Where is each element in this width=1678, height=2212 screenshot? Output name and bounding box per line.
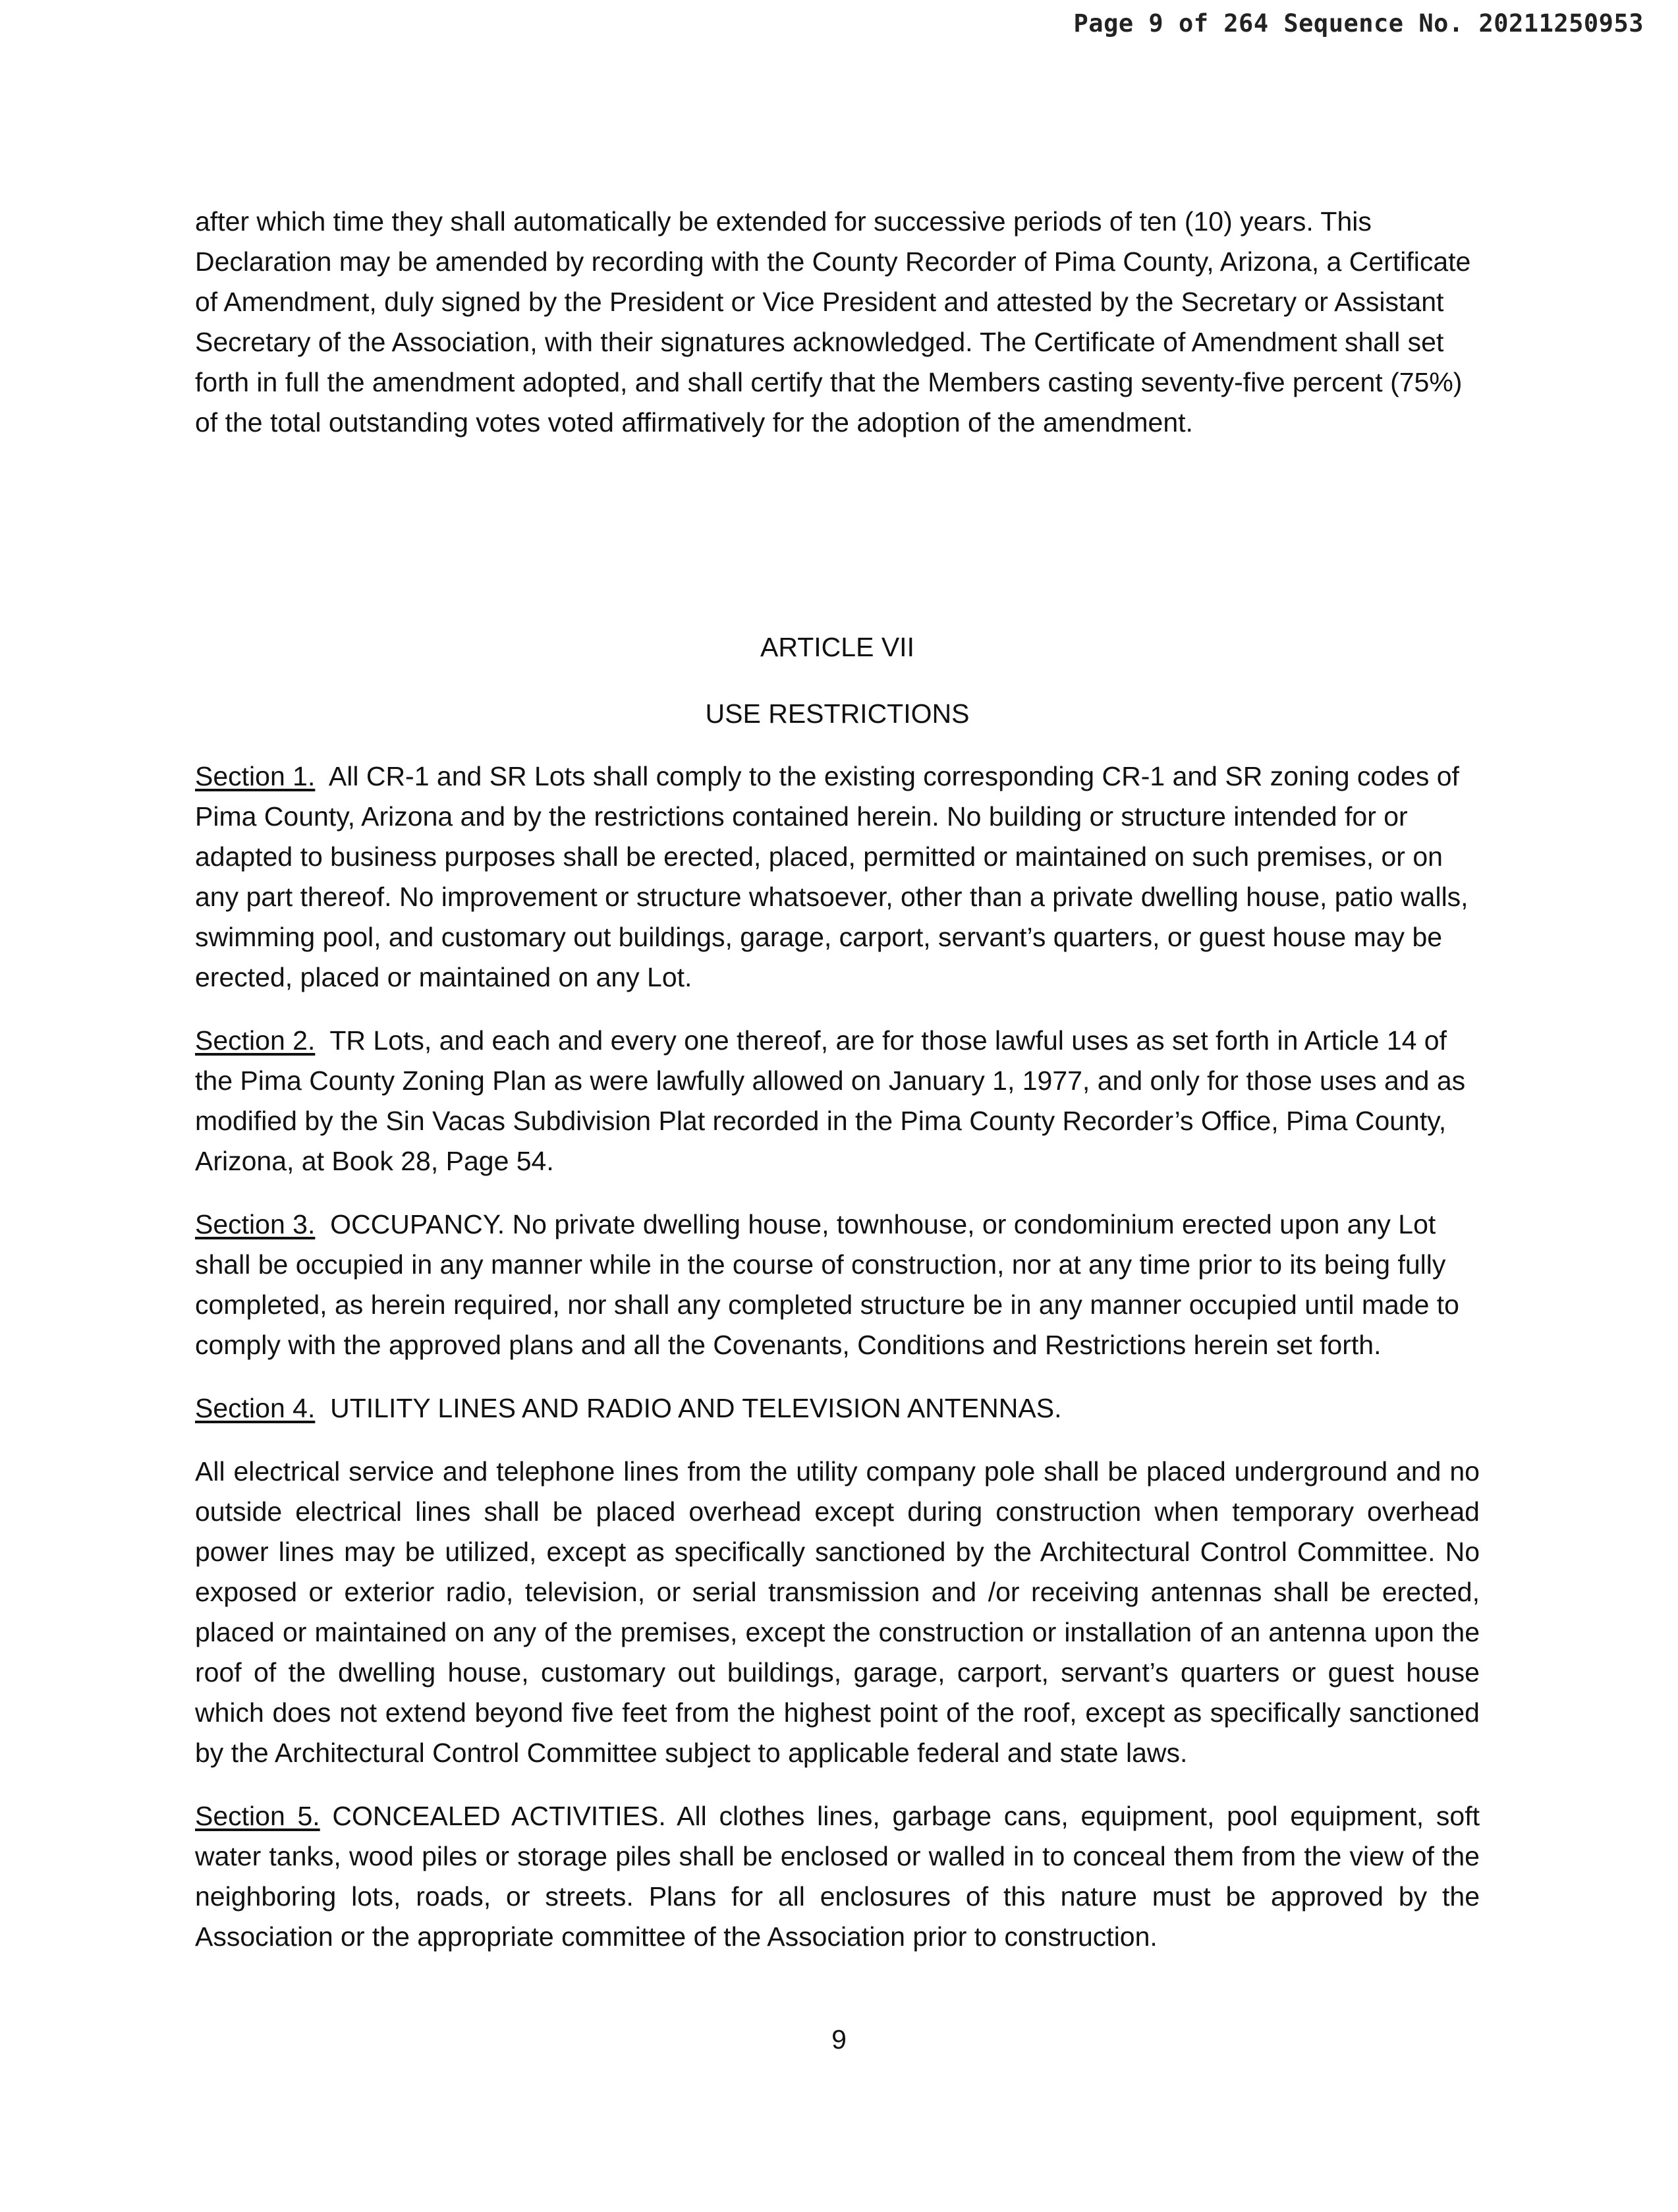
section-4-label: Section 4.	[195, 1393, 316, 1423]
section-5-label: Section 5.	[195, 1801, 320, 1831]
section-1	[195, 756, 1480, 998]
section-4-body: All electrical service and telephone lines from the utility company pole shall be placed underground and no outside electrical lines shall be placed overhead except during construction when temporary overhead power lines may be utilized, except as specifically sanctioned by the Architectural Control Committee. No exposed or exterior radio, television, or serial transmission and /or receiving antennas shall be erected, placed or maintained on any of the premises, except the construction or installation of an antenna upon the roof of the dwelling house, customary out buildings, garage, carport, servant’s quarters or guest house which does not extend beyond five feet from the highest point of the roof, except as specifically sanctioned by the Architectural Control Committee subject to applicable federal and state laws.	[195, 1456, 1480, 1768]
section-2	[195, 1021, 1480, 1181]
section-4	[195, 1388, 1480, 1429]
article-number: ARTICLE VII	[760, 632, 914, 662]
article-title: USE RESTRICTIONS	[705, 698, 970, 729]
section-2-label: Section 2.	[195, 1025, 316, 1056]
page-number: 9	[831, 2024, 847, 2055]
section-5	[195, 1796, 1480, 1957]
section-5-text: CONCEALED ACTIVITIES. All clothes lines, garbage cans, equipment, pool equipment, soft water tanks, wood piles or storage piles shall be enclosed or walled in to conceal them from the view of the neighboring lots, roads, or streets. Plans for all enclosures of this nature must be approved by the Association or the appropriate committee of the Association prior to construction.	[195, 1801, 1480, 1952]
page-sequence-header: Page 9 of 264 Sequence No. 20211250953	[1073, 9, 1644, 38]
section-3-label: Section 3.	[195, 1209, 316, 1239]
section-2-text: TR Lots, and each and every one thereof, are for those lawful uses as set forth in Article 14 of the Pima County Zoning Plan as were lawfully allowed on January 1, 1977, and only for those uses and as modified by the Sin Vacas Subdivision Plat recorded in the Pima County Recorder’s Office, Pima County, Arizona, at Book 28, Page 54.	[195, 1025, 1466, 1176]
section-4-heading: UTILITY LINES AND RADIO AND TELEVISION ANTENNAS.	[330, 1393, 1062, 1423]
section-1-label: Section 1.	[195, 761, 316, 791]
section-3-text: OCCUPANCY. No private dwelling house, townhouse, or condominium erected upon any Lot shall be occupied in any manner while in the course of construction, nor at any time prior to its being fully completed, as herein required, nor shall any completed structure be in any manner occupied until made to comply with the approved plans and all the Covenants, Conditions and Restrictions herein set forth.	[195, 1209, 1459, 1360]
section-3	[195, 1205, 1480, 1365]
intro-paragraph: after which time they shall automatically be extended for successive periods of ten (10) years. This Declaration may be amended by recording with the County Recorder of Pima County, Arizona, a Certificate of Amendment, duly signed by the President or Vice President and attested by the Secretary or Assistant Secretary of the Association, with their signatures acknowledged. The Certificate of Amendment shall set forth in full the amendment adopted, and shall certify that the Members casting seventy-five percent (75%) of the total outstanding votes voted affirmatively for the adoption of the amendment.	[195, 206, 1471, 438]
section-1-text: All CR-1 and SR Lots shall comply to the existing corresponding CR-1 and SR zoning codes of Pima County, Arizona and by the restrictions contained herein. No building or structure intended for or adapted to business purposes shall be erected, placed, permitted or maintained on such premises, or on any part thereof. No improvement or structure whatsoever, other than a private dwelling house, patio walls, swimming pool, and customary out buildings, garage, carport, servant’s quarters, or guest house may be erected, placed or maintained on any Lot.	[195, 761, 1468, 992]
document-body	[195, 202, 1480, 1980]
